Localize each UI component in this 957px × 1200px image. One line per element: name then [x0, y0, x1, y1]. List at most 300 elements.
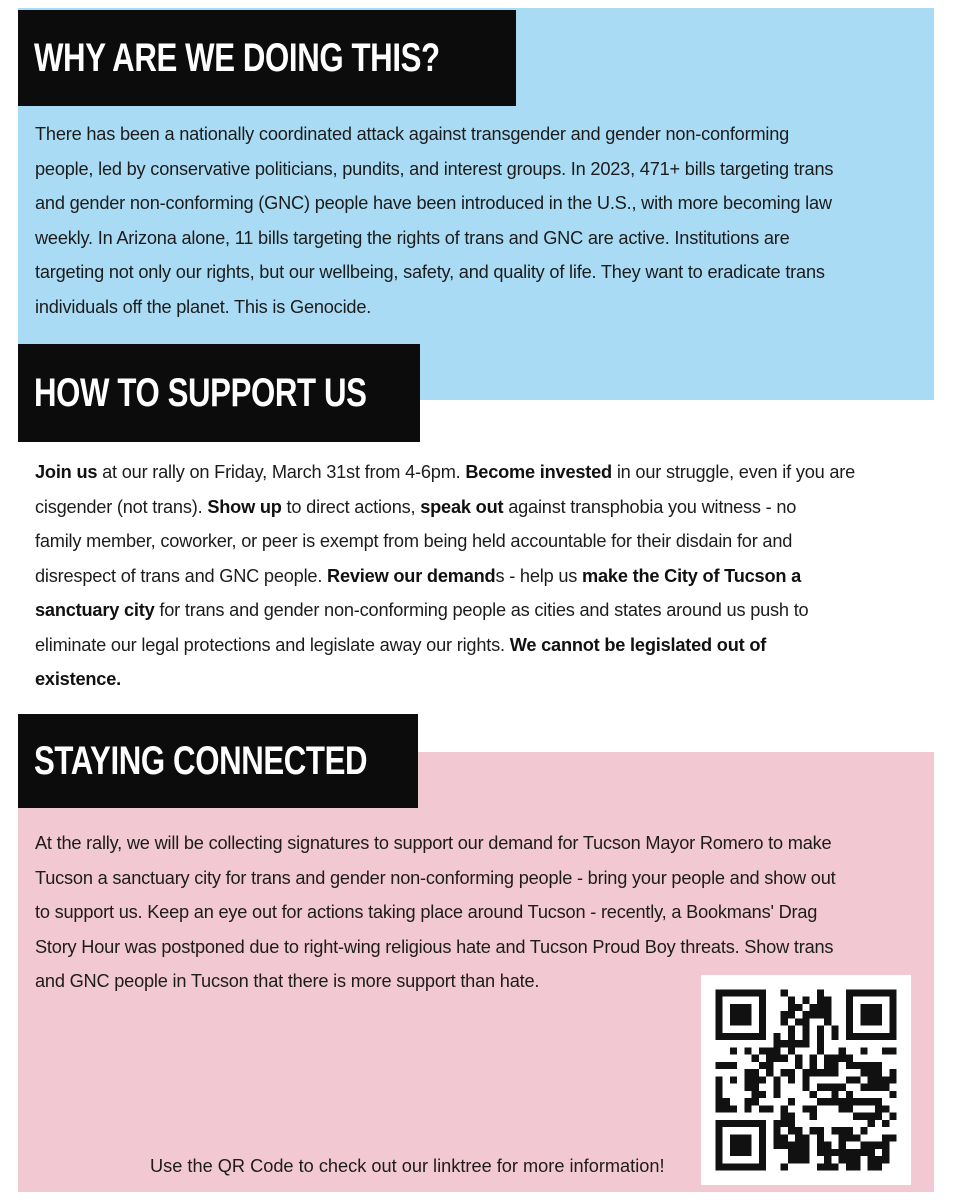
qr-module: [715, 1026, 722, 1033]
qr-module: [723, 1033, 730, 1040]
qr-module: [802, 1156, 809, 1163]
qr-module: [875, 1011, 882, 1018]
qr-module: [839, 1134, 846, 1141]
qr-module: [773, 1091, 780, 1098]
qr-module: [868, 989, 875, 996]
qr-module: [781, 1018, 788, 1025]
qr-module: [737, 1011, 744, 1018]
qr-module: [875, 1105, 882, 1112]
qr-module: [715, 1134, 722, 1141]
qr-module: [882, 1105, 889, 1112]
qr-module: [730, 1004, 737, 1011]
qr-module: [810, 1004, 817, 1011]
qr-module: [868, 1004, 875, 1011]
qr-code[interactable]: [701, 975, 911, 1185]
qr-module: [882, 1076, 889, 1083]
qr-module: [831, 1033, 838, 1040]
qr-module: [846, 1076, 853, 1083]
qr-module: [860, 1127, 867, 1134]
qr-module: [715, 1142, 722, 1149]
qr-module: [882, 1134, 889, 1141]
qr-module: [846, 1004, 853, 1011]
qr-module: [868, 1149, 875, 1156]
qr-module: [759, 1091, 766, 1098]
qr-module: [810, 1091, 817, 1098]
qr-module: [759, 1156, 766, 1163]
qr-module: [730, 1011, 737, 1018]
paragraph-line: individuals off the planet. This is Genocide.: [35, 296, 372, 317]
qr-module: [889, 997, 896, 1004]
qr-module: [817, 1026, 824, 1033]
qr-module: [868, 1156, 875, 1163]
qr-module: [730, 1120, 737, 1127]
qr-module: [781, 1120, 788, 1127]
qr-module: [730, 1149, 737, 1156]
qr-module: [744, 1004, 751, 1011]
qr-module: [744, 1142, 751, 1149]
qr-module: [781, 1113, 788, 1120]
qr-module: [810, 1062, 817, 1069]
text-run: in our struggle, even if you are: [611, 462, 856, 482]
qr-module: [853, 1149, 860, 1156]
qr-module: [824, 1062, 831, 1069]
bold-phrase: We cannot be legislated out of: [509, 634, 767, 655]
qr-module: [744, 1047, 751, 1054]
text-run: disrespect of trans and GNC people.: [35, 565, 328, 586]
qr-module: [752, 1084, 759, 1091]
paragraph-line: [35, 628, 915, 663]
qr-module: [839, 1149, 846, 1156]
paragraph-line: [35, 455, 915, 490]
qr-module: [875, 1142, 882, 1149]
qr-module: [752, 989, 759, 996]
bold-phrase: Become invested: [465, 462, 612, 482]
qr-module: [759, 1105, 766, 1112]
qr-module: [810, 1069, 817, 1076]
qr-module: [795, 1004, 802, 1011]
qr-module: [788, 1026, 795, 1033]
qr-module: [715, 1091, 722, 1098]
qr-module: [788, 997, 795, 1004]
qr-module: [868, 1062, 875, 1069]
qr-module: [752, 1055, 759, 1062]
qr-module: [715, 1011, 722, 1018]
qr-module: [723, 1062, 730, 1069]
qr-module: [824, 1018, 831, 1025]
qr-module: [737, 1018, 744, 1025]
qr-module: [875, 989, 882, 996]
qr-module: [868, 1033, 875, 1040]
qr-module: [860, 1004, 867, 1011]
bold-phrase: Review our demand: [327, 565, 496, 586]
qr-module: [730, 1076, 737, 1083]
qr-module: [759, 1062, 766, 1069]
qr-module: [889, 1091, 896, 1098]
text-run: s - help us: [495, 565, 583, 586]
qr-module: [752, 1098, 759, 1105]
qr-module: [715, 1033, 722, 1040]
qr-module: [788, 1113, 795, 1120]
qr-module: [853, 989, 860, 996]
qr-module: [802, 1084, 809, 1091]
qr-module: [846, 1149, 853, 1156]
qr-module: [737, 1004, 744, 1011]
qr-module: [744, 1163, 751, 1170]
qr-module: [824, 1069, 831, 1076]
qr-module: [817, 1134, 824, 1141]
qr-module: [839, 1055, 846, 1062]
qr-module: [839, 1127, 846, 1134]
bold-phrase: make the City of Tucson a: [582, 565, 802, 586]
qr-module: [752, 1076, 759, 1083]
qr-module: [868, 1113, 875, 1120]
qr-module: [868, 1011, 875, 1018]
qr-module: [802, 1033, 809, 1040]
qr-module: [795, 1040, 802, 1047]
qr-module: [802, 1142, 809, 1149]
qr-module: [846, 1033, 853, 1040]
qr-module: [730, 1163, 737, 1170]
qr-module: [781, 1055, 788, 1062]
qr-module: [853, 1113, 860, 1120]
qr-module: [737, 1120, 744, 1127]
qr-module: [795, 1134, 802, 1141]
qr-module: [759, 1134, 766, 1141]
qr-module: [781, 1069, 788, 1076]
qr-module: [889, 1011, 896, 1018]
qr-module: [737, 1163, 744, 1170]
qr-module: [766, 1062, 773, 1069]
qr-module: [875, 1062, 882, 1069]
paragraph-line: [35, 559, 915, 594]
qr-module: [846, 1026, 853, 1033]
qr-module: [810, 1105, 817, 1112]
qr-module: [824, 1142, 831, 1149]
qr-module: [831, 1062, 838, 1069]
paragraph-line: and GNC people in Tucson that there is more support than hate.: [35, 971, 540, 991]
paragraph-line: At the rally, we will be collecting signatures to support our demand for Tucson Mayor Romero to make: [35, 833, 832, 853]
qr-module: [766, 1047, 773, 1054]
qr-module: [853, 1156, 860, 1163]
qr-module: [868, 1120, 875, 1127]
qr-module: [715, 1004, 722, 1011]
qr-module: [860, 1011, 867, 1018]
qr-module: [802, 1040, 809, 1047]
qr-module: [788, 1011, 795, 1018]
qr-module: [759, 1076, 766, 1083]
qr-module: [831, 1026, 838, 1033]
qr-module: [744, 1084, 751, 1091]
qr-module: [846, 1098, 853, 1105]
qr-module: [723, 1163, 730, 1170]
qr-module: [817, 1149, 824, 1156]
qr-module: [810, 1055, 817, 1062]
heading-text: STAYING CONNECTED: [34, 739, 368, 783]
qr-module: [773, 1084, 780, 1091]
heading-text: HOW TO SUPPORT US: [34, 371, 367, 415]
qr-module: [817, 989, 824, 996]
qr-module: [824, 1084, 831, 1091]
qr-module: [788, 1142, 795, 1149]
qr-module: [846, 1018, 853, 1025]
qr-module: [868, 1163, 875, 1170]
qr-module: [802, 997, 809, 1004]
qr-module: [860, 1149, 867, 1156]
qr-module: [831, 1055, 838, 1062]
qr-module: [730, 1033, 737, 1040]
qr-module: [839, 1156, 846, 1163]
paragraph-line: [35, 490, 915, 525]
qr-module: [781, 1011, 788, 1018]
qr-module: [744, 1076, 751, 1083]
heading-text: WHY ARE WE DOING THIS?: [34, 36, 440, 80]
qr-module: [730, 1062, 737, 1069]
qr-module: [715, 1062, 722, 1069]
paragraph-line: to support us. Keep an eye out for actions taking place around Tucson - recently, a Bookmans' Drag: [35, 902, 818, 922]
qr-module: [846, 989, 853, 996]
qr-module: [788, 1127, 795, 1134]
qr-module: [715, 1127, 722, 1134]
qr-module: [817, 1033, 824, 1040]
section-connected-paragraph: [35, 826, 915, 999]
qr-module: [860, 1084, 867, 1091]
qr-module: [802, 1018, 809, 1025]
qr-module: [889, 1134, 896, 1141]
qr-module: [795, 1156, 802, 1163]
qr-module: [759, 1004, 766, 1011]
qr-module: [723, 1098, 730, 1105]
qr-module: [795, 1018, 802, 1025]
qr-module: [737, 1149, 744, 1156]
qr-module: [817, 997, 824, 1004]
qr-module: [860, 1033, 867, 1040]
qr-module: [817, 1142, 824, 1149]
qr-module: [846, 1055, 853, 1062]
heading-staying-connected: [18, 714, 418, 808]
qr-module: [889, 1026, 896, 1033]
qr-module: [752, 1120, 759, 1127]
heading-how-to-support-us: [18, 344, 420, 442]
qr-module: [795, 1055, 802, 1062]
qr-module: [759, 1120, 766, 1127]
qr-module: [715, 1156, 722, 1163]
qr-module: [788, 1004, 795, 1011]
qr-module: [737, 1134, 744, 1141]
qr-module: [882, 1120, 889, 1127]
qr-module: [839, 1047, 846, 1054]
paragraph-line: targeting not only our rights, but our wellbeing, safety, and quality of life. They want to eradicate trans: [35, 262, 825, 282]
qr-module: [715, 1018, 722, 1025]
qr-module: [860, 1098, 867, 1105]
qr-module: [839, 1084, 846, 1091]
qr-module: [715, 997, 722, 1004]
paragraph-line: and gender non-conforming (GNC) people have been introduced in the U.S., with more becoming law: [35, 193, 832, 213]
text-run: for trans and gender non-conforming people as cities and states around us push to: [154, 600, 809, 620]
qr-module: [831, 1098, 838, 1105]
qr-module: [839, 1105, 846, 1112]
qr-module: [802, 1069, 809, 1076]
qr-module: [759, 989, 766, 996]
qr-module: [752, 1091, 759, 1098]
qr-module: [788, 1156, 795, 1163]
qr-module: [773, 1047, 780, 1054]
qr-module: [831, 1163, 838, 1170]
qr-module: [773, 1055, 780, 1062]
qr-module: [882, 1149, 889, 1156]
qr-module: [744, 1069, 751, 1076]
qr-module: [723, 1105, 730, 1112]
qr-module: [715, 1098, 722, 1105]
bold-phrase: Show up: [207, 496, 282, 517]
qr-module: [846, 1062, 853, 1069]
qr-module: [737, 1033, 744, 1040]
qr-module: [788, 1040, 795, 1047]
qr-module: [795, 1149, 802, 1156]
qr-module: [868, 1018, 875, 1025]
qr-module: [715, 989, 722, 996]
qr-module: [846, 1163, 853, 1170]
qr-module: [824, 1163, 831, 1170]
qr-module: [781, 989, 788, 996]
qr-module: [860, 1069, 867, 1076]
qr-module: [875, 1069, 882, 1076]
qr-module: [730, 1142, 737, 1149]
qr-module: [875, 1033, 882, 1040]
qr-module: [766, 1055, 773, 1062]
qr-module: [715, 1076, 722, 1083]
qr-module: [839, 1142, 846, 1149]
qr-module: [831, 1127, 838, 1134]
qr-module: [788, 1069, 795, 1076]
qr-module: [824, 1055, 831, 1062]
qr-module: [868, 1076, 875, 1083]
qr-module: [788, 1033, 795, 1040]
paragraph-line: people, led by conservative politicians, pundits, and interest groups. In 2023, 471+ bills targeting trans: [35, 158, 834, 179]
qr-module: [839, 1098, 846, 1105]
qr-module: [860, 1142, 867, 1149]
qr-module: [889, 1069, 896, 1076]
qr-module: [730, 1047, 737, 1054]
qr-module: [788, 1149, 795, 1156]
paragraph-line: [35, 593, 915, 628]
qr-module: [766, 1105, 773, 1112]
qr-module: [744, 1018, 751, 1025]
qr-module: [846, 1105, 853, 1112]
qr-module: [715, 1105, 722, 1112]
qr-module: [868, 1098, 875, 1105]
heading-why-are-we-doing-this: [18, 10, 516, 106]
qr-module: [788, 1098, 795, 1105]
qr-module: [781, 1040, 788, 1047]
qr-module: [795, 1142, 802, 1149]
qr-module: [752, 1033, 759, 1040]
qr-module: [853, 1062, 860, 1069]
qr-module: [744, 989, 751, 996]
qr-module: [744, 1120, 751, 1127]
qr-module: [846, 1091, 853, 1098]
qr-module: [817, 1127, 824, 1134]
qr-code-graphic: [701, 975, 911, 1185]
qr-module: [831, 1091, 838, 1098]
qr-module: [889, 1076, 896, 1083]
paragraph-line: family member, coworker, or peer is exempt from being held accountable for their disdain for and: [35, 531, 793, 551]
qr-module: [817, 1098, 824, 1105]
qr-module: [773, 1134, 780, 1141]
qr-module: [824, 997, 831, 1004]
qr-module: [744, 1105, 751, 1112]
qr-module: [723, 1120, 730, 1127]
qr-module: [752, 1163, 759, 1170]
qr-module: [773, 1120, 780, 1127]
qr-module: [802, 1026, 809, 1033]
qr-module: [810, 1011, 817, 1018]
qr-module: [759, 1018, 766, 1025]
qr-module: [875, 1098, 882, 1105]
bold-phrase: existence.: [35, 669, 121, 689]
qr-module: [766, 1069, 773, 1076]
qr-module: [817, 1084, 824, 1091]
qr-module: [810, 1113, 817, 1120]
qr-module: [773, 1076, 780, 1083]
text-run: against transphobia you witness - no: [503, 496, 797, 517]
qr-module: [802, 1149, 809, 1156]
section-support-paragraph: [35, 455, 915, 697]
qr-module: [715, 1163, 722, 1170]
qr-module: [715, 1120, 722, 1127]
qr-module: [781, 1134, 788, 1141]
qr-module: [744, 1098, 751, 1105]
qr-module: [730, 1105, 737, 1112]
qr-module: [817, 1047, 824, 1054]
qr-module: [759, 1127, 766, 1134]
qr-module: [860, 1113, 867, 1120]
qr-module: [788, 1047, 795, 1054]
qr-module: [759, 1033, 766, 1040]
qr-module: [817, 1011, 824, 1018]
qr-module: [860, 1018, 867, 1025]
qr-module: [723, 989, 730, 996]
qr-module: [860, 1062, 867, 1069]
qr-module: [846, 997, 853, 1004]
qr-module: [875, 1163, 882, 1170]
paragraph-line: [35, 662, 915, 697]
qr-module: [831, 1069, 838, 1076]
qr-module: [759, 1163, 766, 1170]
qr-module: [889, 1113, 896, 1120]
qr-module: [868, 1142, 875, 1149]
qr-module: [795, 1127, 802, 1134]
qr-module: [853, 1033, 860, 1040]
qr-module: [715, 1149, 722, 1156]
paragraph-line: weekly. In Arizona alone, 11 bills targeting the rights of trans and GNC are active. Institutions are: [35, 227, 790, 248]
qr-module: [788, 1076, 795, 1083]
qr-module: [860, 1047, 867, 1054]
qr-module: [875, 1004, 882, 1011]
qr-module: [882, 1084, 889, 1091]
qr-module: [817, 1163, 824, 1170]
qr-module: [773, 1142, 780, 1149]
qr-module: [781, 1142, 788, 1149]
qr-module: [853, 1134, 860, 1141]
qr-module: [824, 1156, 831, 1163]
qr-module: [781, 1105, 788, 1112]
qr-module: [875, 1113, 882, 1120]
qr-module: [853, 1163, 860, 1170]
qr-module: [868, 1084, 875, 1091]
qr-module: [824, 1098, 831, 1105]
qr-module: [817, 1069, 824, 1076]
qr-module: [875, 1076, 882, 1083]
